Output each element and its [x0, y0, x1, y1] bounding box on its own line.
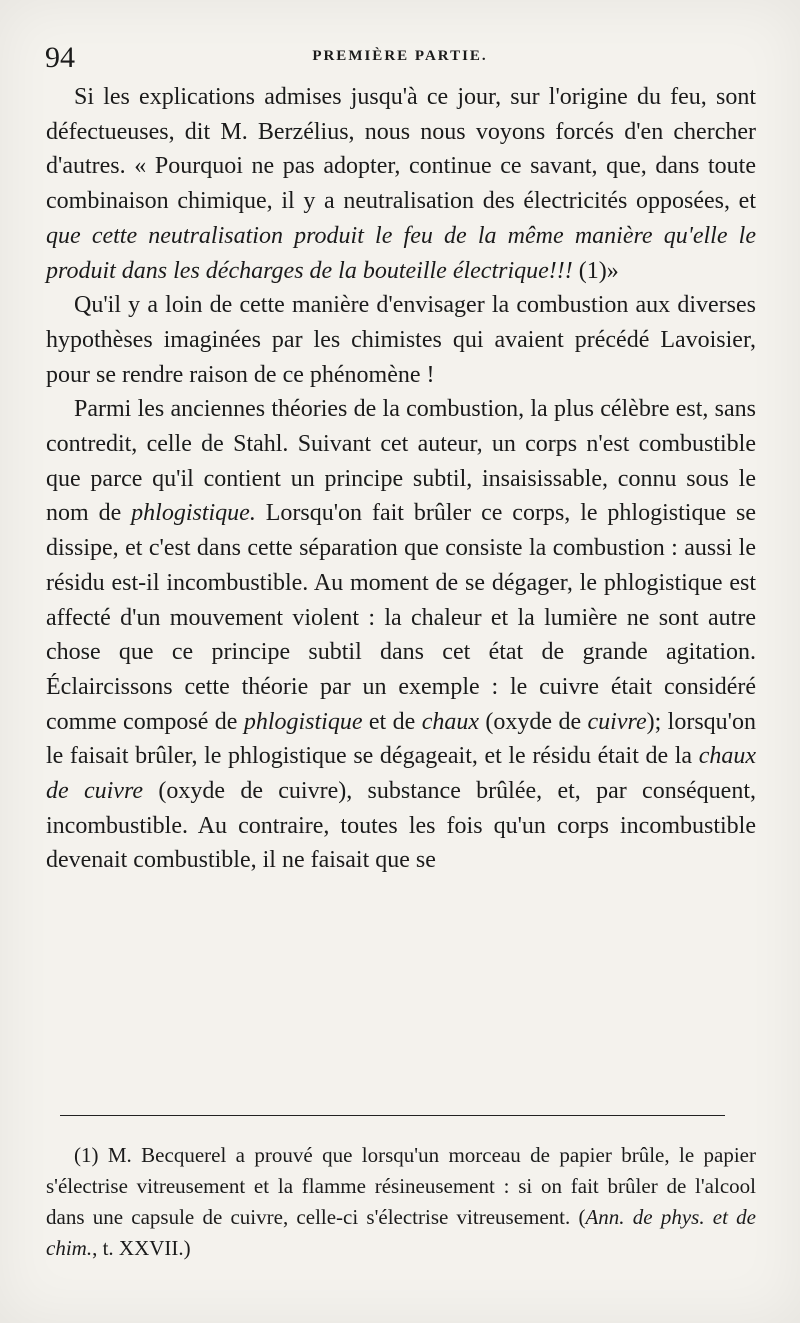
- text-segment: et de: [362, 708, 422, 735]
- paragraph-lavoisier: Qu'il y a loin de cette manière d'envisager la combustion aux diverses hypothèses imaginées par les chimistes qui avaient précédé Lavoisier, pour se rendre raison de ce phénomène !: [46, 292, 756, 388]
- italic-term: phlogistique.: [131, 500, 256, 527]
- text-segment: (1) M. Becquerel a prouvé que lorsqu'un morceau de papier brûle, le papier s'électrise vitreusement et la flamme résineusement : si on fait brûler de l'alcool dans une capsule de cuivre, celle-ci s'électrise vitreusement. (: [46, 1143, 756, 1229]
- italic-quote: que cette neutralisation produit le feu de la même manière qu'elle le produit dans les décharges de la bouteille électrique!!!: [46, 222, 756, 284]
- footnote-text: [46, 1140, 756, 1264]
- text-segment: (oxyde de cuivre), substance brûlée, et, par conséquent, incombustible. Au contraire, toutes les fois qu'un corps incombustible devenait combustible, il ne faisait que se: [46, 778, 756, 874]
- italic-term: chaux: [421, 708, 480, 735]
- main-text: [46, 80, 756, 878]
- running-title: PREMIÈRE PARTIE.: [312, 48, 488, 64]
- page-header: [40, 38, 760, 78]
- italic-term: chaux de cuivre: [46, 743, 756, 805]
- footnote-reference: (1)»: [572, 257, 619, 284]
- text-segment: ); lorsqu'on le faisait brûler, le phlogistique se dégageait, et le résidu était de la: [46, 708, 756, 770]
- text-segment: (oxyde de: [479, 708, 588, 735]
- text-segment: Lorsqu'on fait brûler ce corps, le phlogistique se dissipe, et c'est dans cette séparation que consiste la combustion : aussi le résidu est-il incombustible. Au moment de se dégager, le phlogistique est affecté d'un mouvement violent : la chaleur et la lumière ne sont autre chose que ce principe subtil dans cet état de grande agitation. Éclaircissons cette théorie par un exemple : le cuivre était considéré comme composé de: [46, 500, 756, 735]
- text-segment: Parmi les anciennes théories de la combustion, la plus célèbre est, sans contredit, celle de Stahl. Suivant cet auteur, un corps n'est combustible que parce qu'il contient un principe subtil, insaisissable, connu sous le nom de: [46, 396, 756, 527]
- page-number: 94: [45, 41, 75, 74]
- paragraph-stahl: [46, 392, 756, 878]
- italic-citation: Ann. de phys. et de chim.: [46, 1205, 756, 1260]
- text-segment: , t. XXVII.): [92, 1236, 191, 1260]
- paragraph-berzelius: [46, 80, 756, 288]
- italic-term: cuivre: [587, 708, 647, 735]
- italic-term: phlogistique: [243, 708, 363, 735]
- footnote: [46, 1140, 756, 1264]
- footnote-separator: [60, 1115, 725, 1116]
- text-segment: Si les explications admises jusqu'à ce jour, sur l'origine du feu, sont défectueuses, dit M. Berzélius, nous nous voyons forcés d'en chercher d'autres. « Pourquoi ne pas adopter, continue ce savant, que, dans toute combinaison chimique, il y a neutralisation des électricités opposées, et: [46, 84, 756, 215]
